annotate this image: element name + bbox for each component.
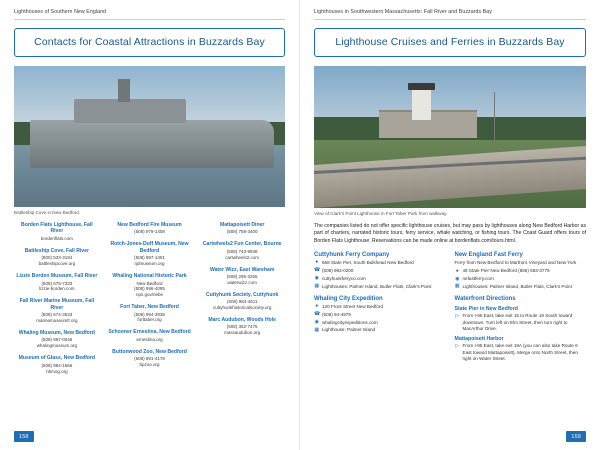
waterfront-directions-heading: Waterfront Directions [454, 296, 516, 303]
contact-entry [107, 222, 193, 235]
contact-detail: (508) 994-3938 [134, 311, 165, 317]
contacts-column-2 [107, 222, 193, 380]
ferry-subtitle: Ferry from New Bedford to Martha's Vineyard and New York [454, 260, 577, 266]
right-two-columns [314, 252, 586, 365]
cruise-column-1 [314, 252, 446, 365]
phone-text: (508) 992-0200 [322, 267, 354, 273]
contact-entry [107, 273, 193, 298]
lighthouse-icon: ▦ [454, 283, 460, 290]
contact-detail[interactable]: marinemuseumfr.org [36, 318, 78, 324]
globe-icon: ◉ [455, 275, 460, 282]
right-photo-caption: View of Clark's Point Lighthouse in Fort Taber Park from walkway. [314, 211, 448, 216]
phone-icon: ☎ [314, 267, 321, 274]
clarks-point-lighthouse-photo [314, 66, 586, 208]
contact-detail: (800) 533-3194 [41, 255, 73, 261]
contact-detail[interactable]: bpzoo.org [139, 362, 160, 368]
contact-detail[interactable]: lizzie-borden.com [39, 286, 75, 292]
lighthouse-icon: ▦ [314, 282, 320, 289]
contact-detail[interactable]: forttaber.org [137, 317, 162, 323]
contacts-column-3 [199, 222, 285, 380]
battleship-cove-photo [14, 66, 285, 207]
directions-text: From I-95 East, take exit 19A (you can also take Route 6 East toward Mattapoisett). Merge onto North Street, then right on Water Street. [462, 343, 578, 362]
contact-entry [107, 304, 193, 323]
contact-name: Whaling National Historic Park [112, 273, 187, 280]
lighthouses-line [455, 284, 587, 290]
website-line[interactable] [314, 320, 446, 326]
state-pier-heading: State Pier in New Bedford [454, 306, 518, 313]
directions-line [455, 313, 587, 332]
contact-name: Lizzie Borden Museum, Fall River [16, 273, 98, 280]
website-line[interactable] [314, 276, 446, 282]
contact-detail: (508) 674-3533 [41, 312, 73, 318]
contact-entry [14, 298, 100, 324]
contact-name: Marc Audubon, Woods Hole [208, 316, 276, 323]
contact-detail[interactable]: ernestina.org [136, 336, 163, 342]
contact-name: Cuttyhunk Society, Cuttyhunk [206, 291, 279, 298]
intro-paragraph: The companies listed do not offer specific lighthouse cruises, but may pass by lighthouses along New Bedford Harbor as part of charters, narrated historic tours, ferry service, whale watching, or fishing tours. The Coast Guard offers tours of Borden Flats Lighthouse. Reservations can be made online at bordenflats.com/tours.html. [314, 222, 586, 244]
contact-name: Water Wizz, East Wareham [209, 266, 275, 273]
contact-detail[interactable]: cartwheels2.com [225, 254, 260, 260]
contact-entry [199, 292, 285, 311]
right-page [300, 0, 600, 450]
contact-detail: New Bedford [136, 280, 163, 286]
contact-entry [107, 349, 193, 368]
cuttyhunk-ferry-heading: Cuttyhunk Ferry Company [314, 252, 390, 259]
left-header-rule [14, 19, 285, 20]
lighthouse-icon: ▦ [314, 326, 320, 333]
address-text: 668 State Pier, South Bulkhead New Bedford [322, 260, 414, 266]
contact-name: Battleship Cove, Fall River [24, 247, 89, 254]
directions-mattapoisett-harbor [455, 336, 587, 362]
website-text[interactable]: cuttyhunkferryco.com [322, 275, 366, 281]
contact-entry [14, 273, 100, 292]
contact-detail[interactable]: nbmog.org [46, 368, 68, 374]
new-england-fast-ferry-heading: New England Fast Ferry [454, 252, 523, 259]
contact-detail: (508) 996-4095 [134, 286, 165, 292]
contact-name: Whaling Museum, New Bedford [18, 329, 95, 336]
location-pin-icon: ● [315, 303, 319, 310]
right-header-rule [314, 19, 586, 20]
contacts-column-1 [14, 222, 100, 380]
website-text[interactable]: nefastferry.com [462, 276, 494, 282]
contact-detail: (508) 743-9938 [226, 248, 258, 254]
battleship-shape [30, 120, 274, 168]
website-line[interactable] [455, 276, 587, 282]
globe-icon: ◉ [314, 318, 319, 325]
contact-detail: (508) 675-7333 [41, 280, 73, 286]
contact-detail: (508) 295-3255 [226, 274, 258, 280]
mattapoisett-harbor-heading: Mattapoisett Harbor [454, 336, 504, 343]
directions-line [455, 343, 587, 362]
contact-detail[interactable]: rjdmuseum.org [134, 261, 165, 267]
contact-detail: (508) 758-3400 [226, 229, 258, 235]
contact-entry [199, 267, 285, 286]
contact-entry [14, 248, 100, 267]
location-pin-icon: ● [315, 259, 319, 266]
phone-icon: ☎ [314, 311, 321, 318]
car-icon: ▷ [455, 342, 460, 349]
directions-state-pier [455, 306, 587, 332]
address-line [455, 268, 587, 274]
phone-text: (508) 94-4979 [322, 311, 351, 317]
left-running-head: Lighthouses of Southern New England [14, 9, 107, 15]
contact-detail: (508) 979-1408 [134, 229, 165, 235]
phone-line [314, 312, 446, 318]
location-pin-icon: ● [455, 267, 459, 274]
address-line [314, 304, 446, 310]
right-title-box [314, 28, 586, 57]
contact-detail: (508) 362-7475 [226, 324, 258, 330]
contact-detail: (508) 984-1666 [41, 362, 73, 368]
contact-detail[interactable]: battleshipcove.org [38, 261, 76, 267]
address-text: 49 State Pier New Bedford (866) 683-3779 [462, 268, 550, 274]
left-page-number: 158 [14, 431, 34, 442]
contact-entry [107, 329, 193, 342]
contact-detail[interactable]: whalingmuseum.org [36, 343, 77, 349]
contact-entry [199, 241, 285, 260]
contact-entry [199, 222, 285, 235]
globe-icon: ◉ [314, 275, 319, 282]
contact-name: Schooner Ernestina, New Bedford [108, 329, 191, 336]
contact-name: Fall River Marine Museum, Fall River [19, 298, 95, 311]
directions-text: From I-95 East, take exit 15 to Route 18 South toward downtown. Turn left on Elm Street, then turn right to MacArthur Drive. [462, 313, 573, 332]
contact-detail[interactable]: waterwizz.com [227, 279, 257, 285]
left-content [14, 28, 285, 424]
contact-name: Cartwheels2 Fun Center, Bourne [202, 241, 282, 248]
contact-entry [14, 355, 100, 374]
car-icon: ▷ [455, 312, 460, 319]
right-page-title: Lighthouse Cruises and Ferries in Buzzards Bay [335, 36, 565, 48]
contact-name: Fort Taber, New Bedford [120, 304, 179, 311]
left-title-box [14, 28, 285, 57]
left-page-title: Contacts for Coastal Attractions in Buzzards Bay [34, 36, 265, 48]
right-page-number: 159 [566, 431, 586, 442]
contacts-columns [14, 222, 285, 380]
contact-detail: (508) 991-4178 [134, 356, 165, 362]
left-photo-caption: Battleship Cove in New Bedford. [14, 210, 81, 215]
lighthouse-tower-shape [412, 89, 431, 120]
cruise-column-2 [455, 252, 587, 365]
contact-name: Museum of Glass, New Bedford [18, 355, 96, 362]
whaling-city-expedition-heading: Whaling City Expedition [314, 295, 383, 302]
contact-detail[interactable]: nps.gov/nebe [135, 292, 164, 298]
contact-detail[interactable]: bordenflats.com [40, 236, 73, 241]
lighthouses-text: Lighthouses: Palmer Island, Butler Flats, Clark's Point [462, 284, 572, 290]
address-line [314, 260, 446, 266]
lighthouse-text: Lighthouse: Palmer Island [322, 327, 376, 333]
website-text[interactable]: whalingcityexpeditions.com [322, 319, 378, 325]
lighthouse-line [314, 327, 446, 333]
contact-name: Borden Flats Lighthouse, Fall River [21, 221, 93, 235]
lighthouses-line [314, 284, 446, 290]
contact-detail[interactable]: cuttyhunkhistoricalsociety.org [212, 305, 272, 311]
contact-detail[interactable]: massaudubon.org [224, 330, 261, 336]
address-text: 120 Front Street New Bedford [322, 303, 384, 309]
contact-entry [199, 317, 285, 336]
right-running-head: Lighthouses in Southwestern Massachusetts: Fall River and Buzzards Bay [314, 9, 492, 15]
contact-entry [107, 241, 193, 267]
contact-detail: (508) 997-0046 [41, 337, 73, 343]
contact-name: New Bedford Fire Museum [117, 221, 182, 228]
lighthouses-text: Lighthouses: Palmer Island, Butler Flats, Clark's Point [322, 283, 432, 289]
contact-detail: (508) 984-4611 [226, 299, 258, 305]
contact-detail: (508) 997-1401 [134, 255, 165, 261]
contact-name: Rotch-Jones-Duff Museum, New Bedford [110, 241, 189, 254]
contact-name: Mattapoisett Diner [219, 221, 265, 228]
right-content [314, 28, 586, 424]
flagpole-shape [494, 92, 496, 140]
contact-entry [14, 222, 100, 242]
contact-entry [14, 330, 100, 349]
phone-line [314, 268, 446, 274]
contact-name: Buttonwood Zoo, New Bedford [112, 348, 187, 355]
